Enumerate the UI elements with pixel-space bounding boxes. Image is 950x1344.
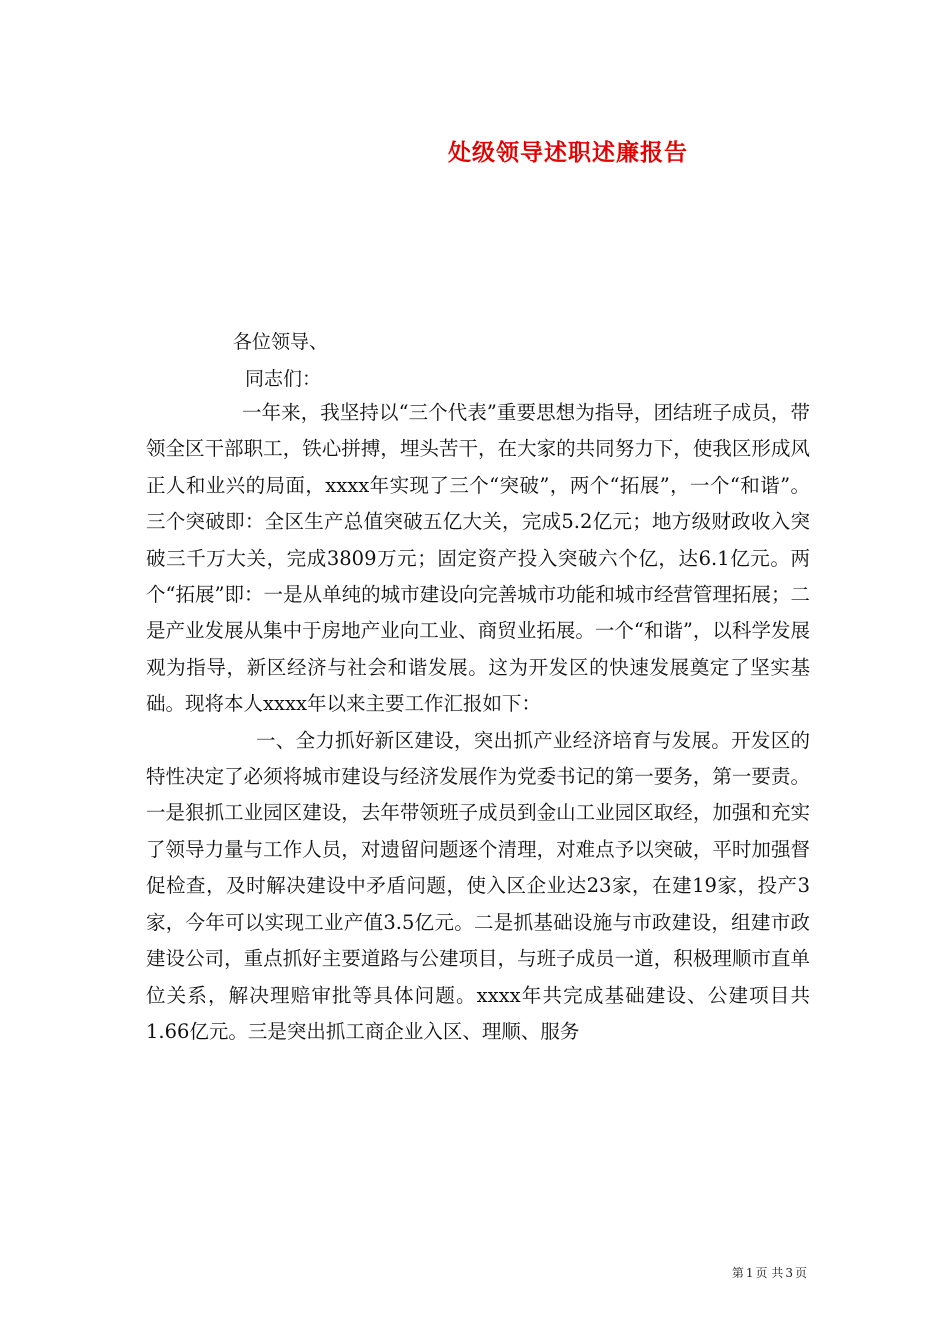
document-title: 处级领导述职述廉报告	[448, 139, 688, 166]
greeting-line-1: 各位领导、	[233, 331, 329, 353]
page-label-mid: 页 共	[755, 1266, 784, 1280]
page-label-prefix: 第	[731, 1266, 744, 1280]
page-label-suffix: 页	[794, 1266, 807, 1280]
page-number-footer	[731, 1264, 808, 1281]
paragraph-1: 一年来，我坚持以“三个代表”重要思想为指导，团结班子成员，带领全区干部职工，铁心拼搏，埋头苦干，在大家的共同努力下，使我区形成风正人和业兴的局面，xxxx年实现了三个“突破”，两个“拓展”，一个“和谐”。三个突破即：全区生产总值突破五亿大关，完成5.2亿元；地方级财政收入突破三千万大关，完成3809万元；固定资产投入突破六个亿，达6.1亿元。两个“拓展”即：一是从单纯的城市建设向完善城市功能和城市经营管理拓展；二是产业发展从集中于房地产业向工业、商贸业拓展。一个“和谐”，以科学发展观为指导，新区经济与社会和谐发展。这为开发区的快速发展奠定了坚实基础。现将本人xxxx年以来主要工作汇报如下：	[146, 401, 810, 716]
paragraph-2: 一、全力抓好新区建设，突出抓产业经济培育与发展。开发区的特性决定了必须将城市建设与经济发展作为党委书记的第一要务，第一要责。一是狠抓工业园区建设，去年带领班子成员到金山工业园区取经，加强和充实了领导力量与工作人员，对遗留问题逐个清理，对难点予以突破，平时加强督促检查，及时解决建设中矛盾问题，使入区企业达23家，在建19家，投产3家，今年可以实现工业产值3.5亿元。二是抓基础设施与市政建设，组建市政建设公司，重点抓好主要道路与公建项目，与班子成员一道，积极理顺市直单位关系，解决理赔审批等具体问题。xxxx年共完成基础建设、公建项目共1.66亿元。三是突出抓工商企业入区、理顺、服务	[146, 728, 810, 1043]
greeting-line-2: 同志们：	[245, 368, 322, 390]
document-body	[146, 395, 810, 1050]
current-page-number: 1	[745, 1266, 754, 1280]
total-pages-number: 3	[785, 1266, 793, 1280]
